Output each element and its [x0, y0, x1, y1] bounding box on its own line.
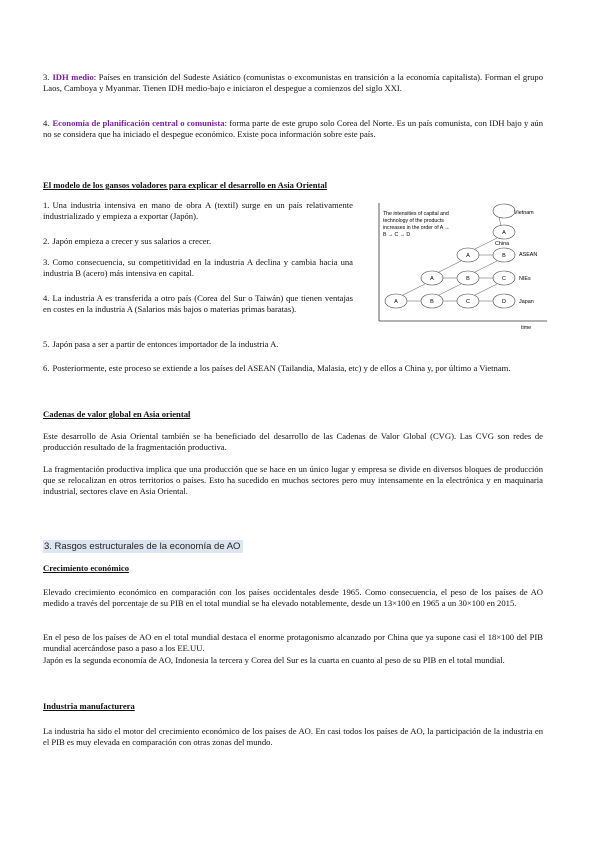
- paragraph-idh-medio: 3. IDH medio: Países en transición del Sudeste Asiático (comunistas o excomunistas en transición a la economía capitalista). Forman el grupo Laos, Camboya y Myanmar. Tienen IDH medio-bajo e iniciaron el despegue a comienzos del siglo XXI.: [43, 72, 543, 93]
- node-label-a: A: [430, 276, 434, 282]
- node-label-a: A: [394, 299, 398, 305]
- node-label-b: B: [502, 253, 506, 259]
- list-item: 2. Japón empieza a crecer y sus salarios a crecer.: [43, 236, 212, 246]
- label-china: China: [495, 241, 510, 247]
- node-oval: [493, 204, 515, 218]
- caption-line: The intensities of capital and: [383, 211, 449, 217]
- section-heading-rasgos: 3. Rasgos estructurales de la economía de AO: [43, 540, 243, 553]
- flying-geese-figure: [371, 195, 553, 331]
- node-label-b: B: [466, 276, 470, 282]
- caption-line: B → C → D: [383, 232, 411, 238]
- term-idh-medio: IDH medio: [52, 72, 94, 82]
- list-item: 4. La industria A es transferida a otro país (Corea del Sur o Taiwán) que tienen ventajas en costes en la industria A (Salarios más bajos o materias primas baratas).: [43, 293, 353, 314]
- node-label-a: A: [466, 253, 470, 259]
- node-label-d: D: [502, 299, 506, 305]
- node-label-a: A: [502, 230, 506, 236]
- heading-crecimiento: Crecimiento económico: [43, 563, 129, 573]
- paragraph-japon: Japón es la segunda economía de AO, Indonesia la tercera y Corea del Sur es la cuarta en cuanto al peso de su PIB en el total mundial.: [43, 655, 505, 665]
- arrow: [475, 284, 497, 295]
- arrow: [475, 261, 497, 272]
- paragraph-china: En el peso de los países de AO en el total mundial destaca el enorme protagonismo alcanzado por China que ya supone casi el 18×100 del PIB mundial acercándose paso a paso a los EE.UU.: [43, 632, 543, 653]
- arrow: [403, 284, 425, 295]
- node-label-c: C: [502, 276, 506, 282]
- caption-line: increases in the order of A →: [383, 225, 450, 231]
- paragraph-fragmentacion: La fragmentación productiva implica que una producción que se hace en un único lugar y empresa se divide en diversos bloques de producción que se relocalizan en otros territorios o países. Esto ha sucedido en muchos sectores pero muy intensamente en la electrónica y en maquinaria industrial, sectores clave en Asia Oriental.: [43, 464, 543, 496]
- label-vietnam: Vietnam: [514, 210, 534, 216]
- heading-gansos-voladores: El modelo de los gansos voladores para explicar el desarrollo en Asia Oriental: [43, 180, 328, 190]
- list-item: 5. Japón pasa a ser a partir de entonces importador de la industria A.: [43, 339, 279, 349]
- node-label-b: B: [430, 299, 434, 305]
- arrow: [475, 238, 497, 249]
- paragraph-planificacion-central: 4. Economía de planificación central o comunista: forma parte de este grupo solo Corea del Norte. Es un país comunista, con IDH bajo y aún no se considera que ha iniciado el despegue económico. Existe poca información sobre este país.: [43, 118, 543, 139]
- paragraph-cvg: Este desarrollo de Asia Oriental también se ha beneficiado del desarrollo de las Cadenas de Valor Global (CVG). Las CVG son redes de producción resultado de la fragmentación productiva.: [43, 431, 543, 452]
- flying-geese-diagram: [371, 195, 553, 331]
- group-labels: [495, 210, 537, 331]
- term-planificacion-central: Economía de planificación central o comunista: [52, 118, 225, 128]
- heading-industria: Industria manufacturera: [43, 701, 135, 711]
- arrow: [439, 261, 461, 272]
- heading-cadenas-valor: Cadenas de valor global en Asia oriental: [43, 409, 191, 419]
- label-time: time: [521, 325, 532, 331]
- arrow: [499, 217, 501, 226]
- list-item: 6. Posteriormente, este proceso se extiende a los países del ASEAN (Tailandia, Malasia, etc) y de ellos a China y, por último a Vietnam.: [43, 363, 511, 373]
- label-japan: Japan: [519, 299, 534, 305]
- list-item: 1. Una industria intensiva en mano de obra A (textil) surge en un país relativamente industrializado y empieza a exportar (Japón).: [43, 200, 353, 221]
- list-item: 3. Como consecuencia, su competitividad en la industria A declina y cambia hacia una industria B (acero) más intensiva en capital.: [43, 257, 353, 278]
- paragraph-industria: La industria ha sido el motor del crecimiento económico de los países de AO. En casi todos los países de AO, la participación de la industria en el PIB es muy elevada en comparación con otras zonas del mundo.: [43, 726, 543, 747]
- arrow: [439, 284, 461, 295]
- label-nies: NIEs: [519, 276, 531, 282]
- node-labels: [394, 230, 506, 305]
- caption-line: technology of the products: [383, 218, 444, 224]
- label-asean: ASEAN: [519, 252, 538, 258]
- node-label-c: C: [466, 299, 470, 305]
- paragraph-crecimiento: Elevado crecimiento económico en comparación con los países occidentales desde 1965. Como consecuencia, el peso de los países de AO medido a través del porcentaje de su PIB en el total mundial se ha elevado notablemente, desde un 13×100 en 1965 a un 30×100 en 2015.: [43, 587, 543, 608]
